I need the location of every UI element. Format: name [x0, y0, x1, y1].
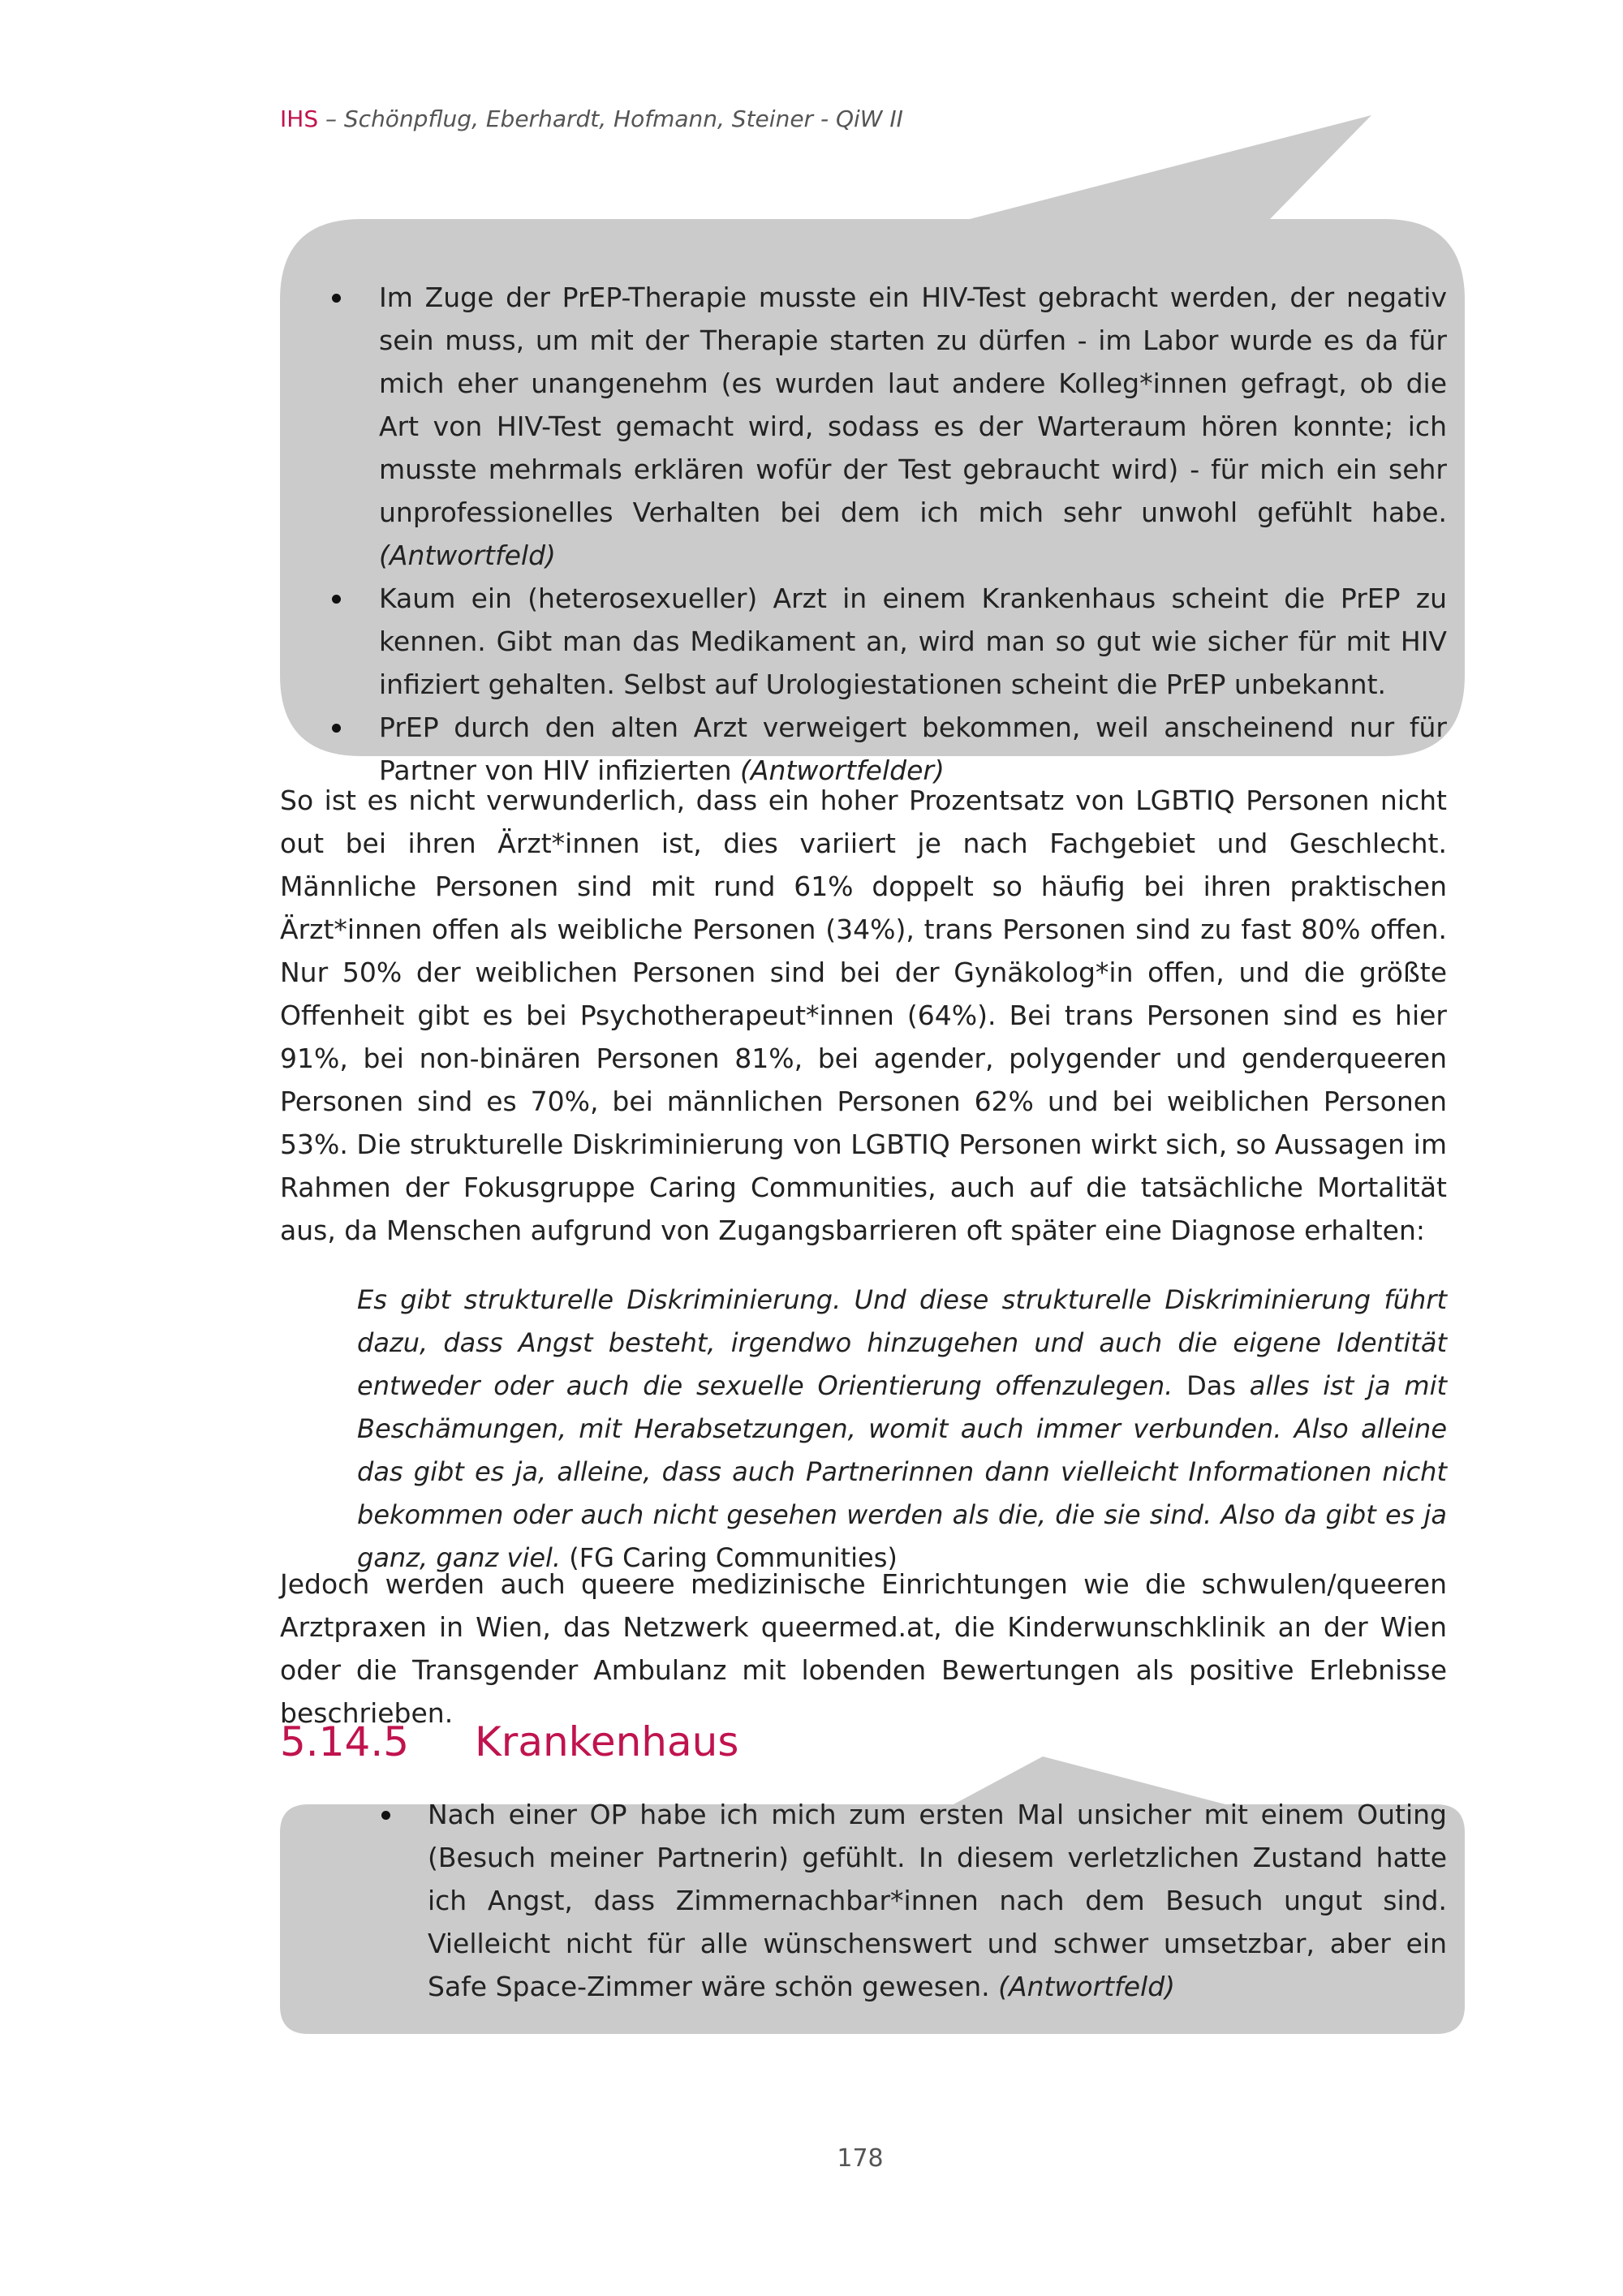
header-org: IHS — [280, 105, 319, 132]
list-item — [428, 1793, 1447, 2008]
body-paragraph-1: So ist es nicht verwunderlich, dass ein hoher Prozentsatz von LGBTIQ Personen nicht out bei ihren Ärzt*innen ist, dies variiert je nach Fachgebiet und Geschlecht. Männliche Personen sind mit rund 61% doppelt so häufig bei ihren praktischen Ärzt*innen offen als weibliche Personen (34%), trans Personen sind zu fast 80% offen. Nur 50% der weiblichen Personen sind bei der Gynäkolog*in offen, und die größte Offenheit gibt es bei Psychotherapeut*innen (64%). Bei trans Personen sind es hier 91%, bei non-binären Personen 81%, bei agender, polygender und genderqueeren Personen sind es 70%, bei männlichen Personen 62% und bei weiblichen Personen 53%. Die strukturelle Diskriminierung von LGBTIQ Personen wirkt sich, so Aussagen im Rahmen der Fokusgruppe Caring Communities, auch auf die tatsächliche Mortalität aus, da Menschen aufgrund von Zugangsbarrieren oft später eine Diagnose erhalten: — [280, 785, 1447, 1246]
list-item — [379, 577, 1447, 706]
section-title: Krankenhaus — [475, 1718, 739, 1765]
list-item-source: (Antwortfeld) — [379, 540, 556, 571]
section-number: 5.14.5 — [280, 1718, 410, 1765]
list-item-source: (Antwortfeld) — [998, 1971, 1176, 2002]
list-item — [379, 276, 1447, 577]
body-paragraph-2: Jedoch werden auch queere medizinische Einrichtungen wie die schwulen/queeren Arztpraxen in Wien, das Netzwerk queermed.at, die Kinderwunschklinik an der Wien oder die Transgender Ambulanz mit lobenden Bewertungen als positive Erlebnisse beschrieben. — [280, 1568, 1447, 1729]
list-item-text: Im Zuge der PrEP-Therapie musste ein HIV-Test gebracht werden, der negativ sein muss, um mit der Therapie starten zu dürfen - im Labor wurde es da für mich eher unangenehm (es wurden laut andere Kolleg*innen gefragt, ob die Art von HIV-Test gemacht wird, sodass es der Warteraum hören konnte; ich musste mehrmals erklären wofür der Test gebraucht wird) - für mich ein sehr unprofessionelles Verhalten bei dem ich mich sehr unwohl gefühlt habe. — [379, 282, 1447, 528]
list-item-source: (Antwortfelder) — [740, 755, 945, 786]
list-item-text: Kaum ein (heterosexueller) Arzt in einem Krankenhaus scheint die PrEP zu kennen. Gibt man das Medikament an, wird man so gut wie sicher für mit HIV infiziert gehalten. Selbst auf Urologiestationen scheint die PrEP unbekannt. — [379, 583, 1447, 700]
header-authors: – Schönpflug, Eberhardt, Hofmann, Steiner - QiW II — [318, 105, 903, 132]
quote-part-3: alles ist ja mit Beschämungen, mit Herabsetzungen, womit auch immer verbunden. Also alleine das gibt es ja, alleine, dass auch Partnerinnen dann vielleicht Informationen nicht bekommen oder auch nicht gesehen werden als die, die sie sind. Also da gibt es ja ganz, ganz viel. — [357, 1370, 1448, 1573]
bubble-1-list — [379, 276, 1447, 792]
quote-source: (FG Caring Communities) — [561, 1542, 898, 1573]
page-number: 178 — [837, 2144, 884, 2173]
block-quote — [357, 1279, 1447, 1580]
quote-part-2: Das — [1173, 1370, 1250, 1401]
quote-part-1: Es gibt strukturelle Diskriminierung. Und diese strukturelle Diskriminierung führt dazu, dass Angst besteht, irgendwo hinzugehen und auch die eigene Identität entweder oder auch die sexuelle Orientierung offenzulegen. — [357, 1284, 1447, 1401]
list-item-text: Nach einer OP habe ich mich zum ersten Mal unsicher mit einem Outing (Besuch meiner Partnerin) gefühlt. In diesem verletzlichen Zustand hatte ich Angst, dass Zimmernachbar*innen nach dem Besuch ungut sind. Vielleicht nicht für alle wünschenswert und schwer umsetzbar, aber ein Safe Space-Zimmer wäre schön gewesen. — [428, 1799, 1447, 2002]
list-item-text: PrEP durch den alten Arzt verweigert bekommen, weil anscheinend nur für Partner von HIV infizierten — [379, 712, 1447, 786]
bubble-2-list — [428, 1793, 1447, 2008]
section-heading — [280, 1718, 738, 1765]
